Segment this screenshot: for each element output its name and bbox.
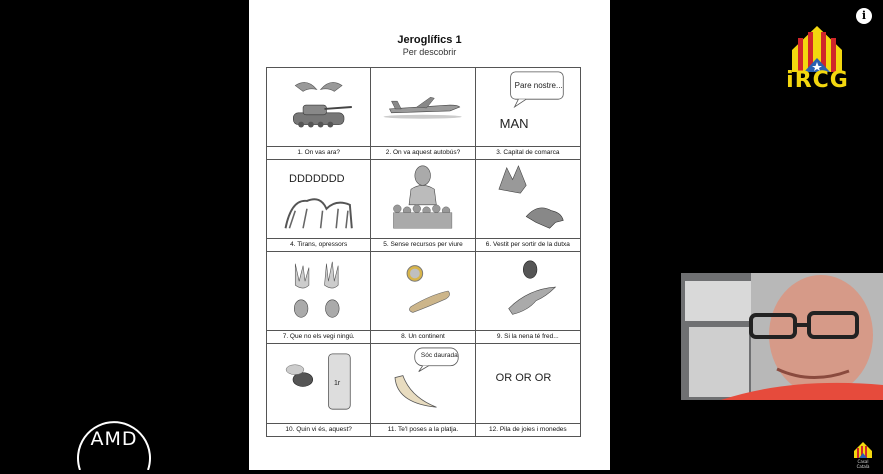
coin-bread-picture [371, 252, 474, 330]
crowd-picture [371, 160, 474, 238]
puzzle-word: OR OR OR [495, 372, 552, 384]
puzzle-cell-2 [371, 68, 475, 160]
puzzle-caption: 12. Pila de joies i monedes [476, 423, 580, 436]
puzzle-cell-12 [476, 344, 580, 436]
ruins-dog-picture [476, 160, 580, 238]
head-wing-picture [476, 252, 580, 330]
puzzle-word: DDDDDDD [289, 173, 345, 185]
puzzle-caption: 6. Vestit per sortir de la dutxa [476, 238, 580, 251]
puzzle-grid [266, 67, 581, 437]
puzzle-caption: 3. Capital de comarca [476, 146, 580, 159]
puzzle-caption: 7. Que no els vegi ningú. [267, 330, 370, 343]
speech-bubble-text: Pare nostre... [514, 81, 563, 90]
puzzle-caption: 4. Tirans, opressors [267, 238, 370, 251]
puzzle-caption: 9. Si la nena té fred... [476, 330, 580, 343]
watermark-text: AMD [90, 428, 138, 450]
small-logo-text: Casal Català [856, 459, 870, 469]
plaque-label: 1r [334, 380, 341, 387]
puzzle-caption: 11. Te'l poses a la platja. [371, 423, 474, 436]
house-flag-icon [780, 24, 855, 74]
puzzle-caption: 2. On va aquest autobús? [371, 146, 474, 159]
logo-text: iRCG [786, 68, 849, 93]
puzzle-caption: 1. On vas ara? [267, 146, 370, 159]
puzzle-cell-7 [267, 252, 371, 344]
puzzle-cell-8 [371, 252, 475, 344]
puzzle-cell-1 [267, 68, 371, 160]
hands-mice-picture [267, 252, 370, 330]
puzzle-cell-6 [476, 160, 580, 252]
document-subtitle: Per descobrir [402, 47, 457, 57]
puzzle-cell-3 [476, 68, 580, 160]
puzzle-cell-4 [267, 160, 371, 252]
webcam-feed [681, 273, 883, 400]
amd-watermark [70, 408, 158, 470]
puzzle-cell-5 [371, 160, 475, 252]
puzzle-cell-10 [267, 344, 371, 436]
info-icon[interactable]: i [856, 8, 872, 24]
puzzle-cell-11 [371, 344, 475, 436]
document-page [249, 0, 610, 470]
puzzle-caption: 5. Sense recursos per viure [371, 238, 474, 251]
document-title: Jeroglífics 1 [397, 34, 462, 46]
puzzle-caption: 10. Quin vi és, aquest? [267, 423, 370, 436]
casal-catala-logo [851, 441, 875, 469]
fly-plaque-picture [267, 344, 370, 423]
speech-bubble-text: Sóc daurada [420, 352, 458, 359]
puzzle-cell-9 [476, 252, 580, 344]
figures-picture [267, 160, 370, 238]
puzzle-caption: 8. Un continent [371, 330, 474, 343]
airplane-picture [371, 68, 474, 146]
puzzle-word: MAN [499, 116, 529, 131]
wings-tank-picture [267, 68, 370, 146]
ircg-logo [780, 24, 855, 96]
